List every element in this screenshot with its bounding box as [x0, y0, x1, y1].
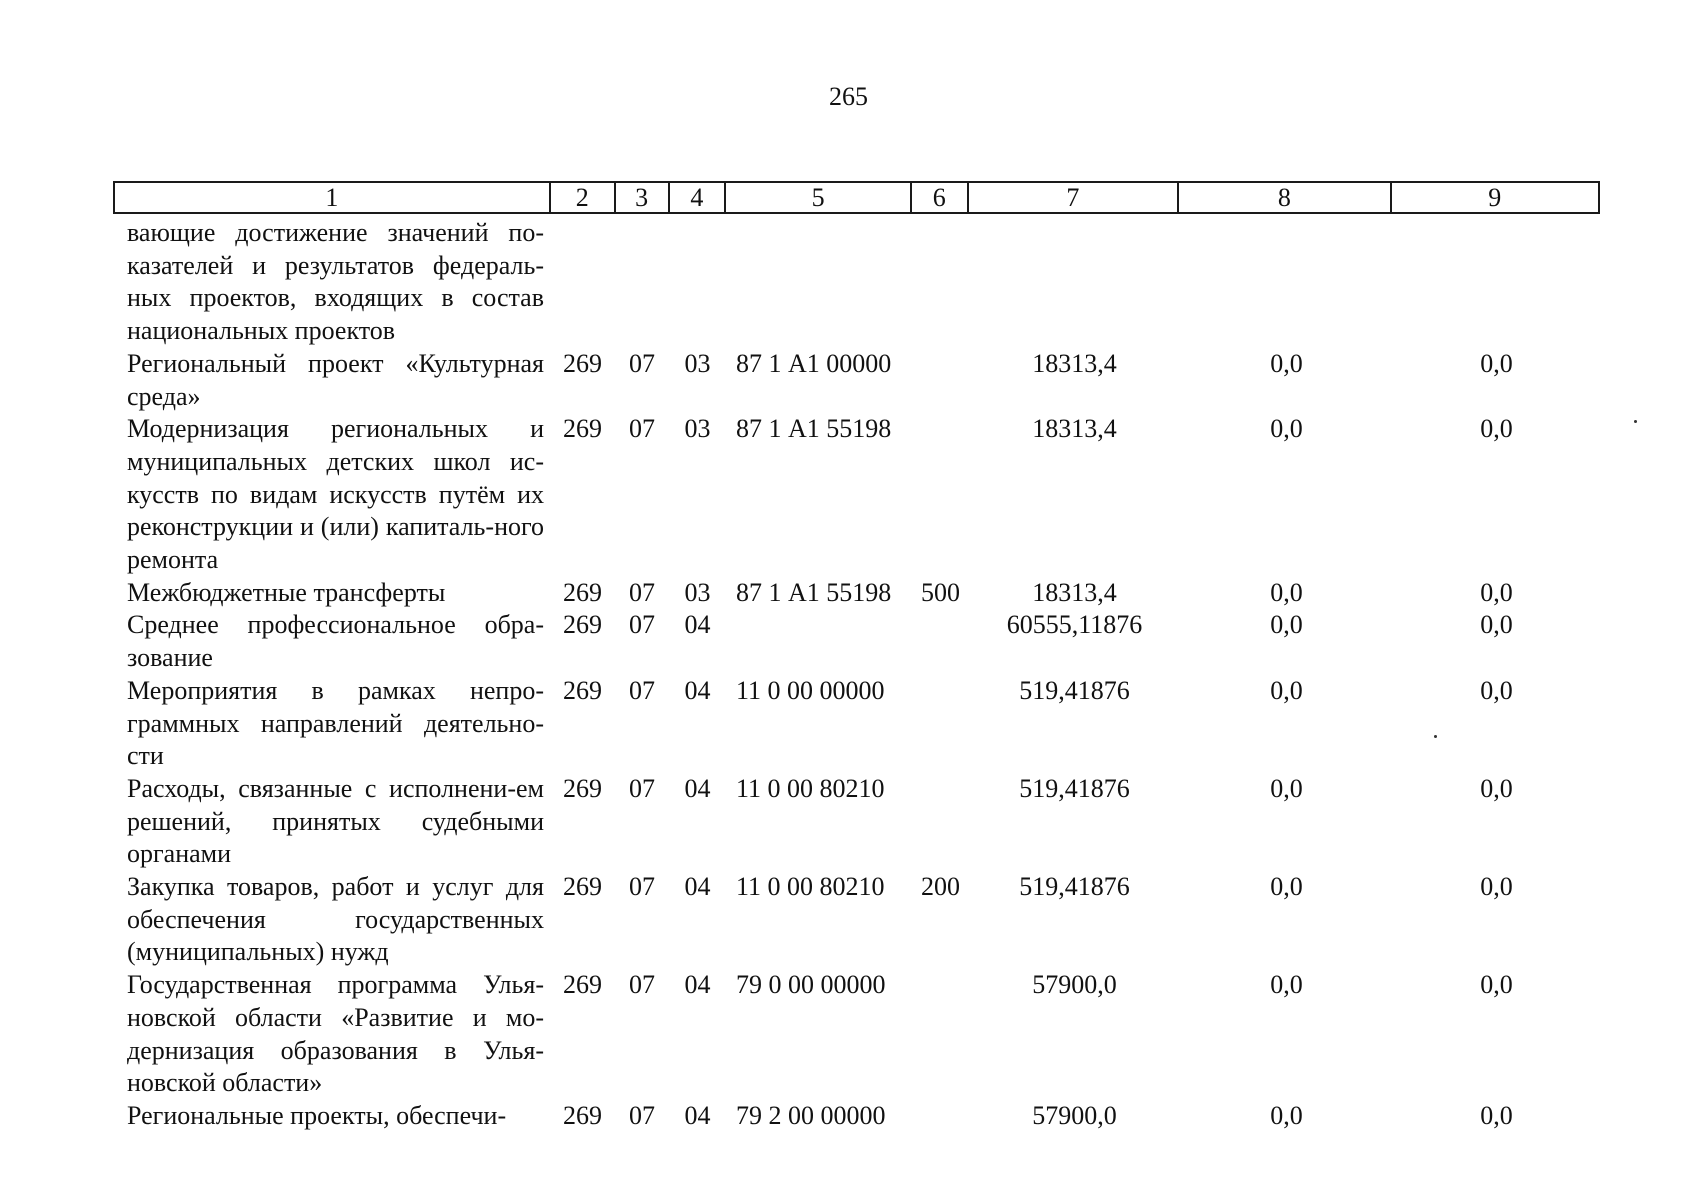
table-row [113, 1100, 1600, 1133]
row-name: Региональные проекты, обеспечи- [127, 1100, 507, 1130]
row-col-9: 0,0 [1480, 872, 1513, 902]
row-col-9: 0,0 [1480, 348, 1513, 378]
row-name: Межбюджетные трансферты [127, 577, 446, 607]
row-col-8: 0,0 [1270, 1100, 1303, 1130]
row-col-9: 0,0 [1480, 610, 1513, 640]
row-col-5: 11 0 00 80210 [736, 872, 885, 902]
row-col-4: 04 [684, 675, 711, 705]
row-col-4: 04 [684, 610, 711, 640]
row-col-3: 07 [629, 872, 655, 902]
row-col-9: 0,0 [1480, 970, 1513, 1000]
row-col-3: 07 [629, 773, 655, 803]
row-col-4: 03 [684, 348, 711, 378]
row-col-2: 269 [563, 970, 602, 1000]
row-col-2: 269 [563, 872, 602, 902]
header-col-1: 1 [115, 183, 551, 212]
header-col-2: 2 [551, 183, 616, 212]
row-col-2: 269 [563, 348, 602, 378]
row-col-2: 269 [563, 675, 602, 705]
row-col-3: 07 [629, 577, 655, 607]
row-col-8: 0,0 [1270, 872, 1303, 902]
header-col-6: 6 [912, 183, 969, 212]
row-col-7: 60555,11876 [1006, 610, 1143, 640]
table-row [113, 773, 1600, 871]
row-col-2: 269 [563, 1100, 602, 1130]
table-header [113, 181, 1600, 214]
row-col-3: 07 [629, 675, 655, 705]
row-col-6: 200 [921, 872, 960, 902]
row-col-5: 87 1 А1 00000 [736, 348, 892, 378]
row-col-3: 07 [629, 610, 655, 640]
row-col-8: 0,0 [1270, 348, 1303, 378]
row-name: Закупка товаров, работ и услуг для обеспечения государственных (муниципальных) нужд [127, 872, 544, 967]
row-col-5: 79 0 00 00000 [736, 970, 886, 1000]
table-row [113, 413, 1600, 577]
row-col-6: 500 [921, 577, 960, 607]
row-col-3: 07 [629, 1100, 655, 1130]
row-col-4: 04 [684, 1100, 711, 1130]
row-name: Среднее профессиональное обра-зование [127, 610, 544, 673]
row-name: Мероприятия в рамках непро-граммных направлений деятельно-сти [127, 675, 544, 771]
row-col-2: 269 [563, 610, 602, 640]
row-col-8: 0,0 [1270, 773, 1303, 803]
row-col-7: 57900,0 [1032, 1100, 1117, 1130]
row-col-5: 79 2 00 00000 [736, 1100, 886, 1130]
table-row [113, 969, 1600, 1100]
table-row [113, 871, 1600, 969]
row-col-5: 87 1 А1 55198 [736, 577, 892, 607]
table-row [113, 577, 1600, 610]
row-col-7: 18313,4 [1032, 348, 1117, 378]
table-row [113, 675, 1600, 773]
scan-speck [1634, 420, 1637, 423]
row-col-5: 11 0 00 80210 [736, 773, 885, 803]
row-col-9: 0,0 [1480, 577, 1513, 607]
row-col-4: 04 [684, 773, 711, 803]
row-col-8: 0,0 [1270, 675, 1303, 705]
row-name: вающие достижение значений по-казателей и результатов федераль-ных проектов, входящих в состав национальных проектов [127, 218, 544, 346]
header-col-9: 9 [1488, 183, 1502, 212]
row-col-9: 0,0 [1480, 773, 1513, 803]
row-col-5: 11 0 00 00000 [736, 675, 885, 705]
row-name: Государственная программа Улья-новской области «Развитие и мо-дернизация образования в Улья-новской области» [127, 970, 544, 1098]
row-col-9: 0,0 [1480, 1100, 1513, 1130]
header-col-7: 7 [969, 183, 1179, 212]
header-col-5: 5 [726, 183, 912, 212]
row-col-9: 0,0 [1480, 675, 1513, 705]
table-row [113, 217, 1600, 348]
row-col-7: 519,41876 [1019, 872, 1130, 902]
row-col-8: 0,0 [1270, 970, 1303, 1000]
row-col-4: 03 [684, 577, 711, 607]
row-name: Расходы, связанные с исполнени-ем решений, принятых судебными органами [127, 773, 544, 869]
row-col-2: 269 [563, 577, 602, 607]
row-col-3: 07 [629, 414, 655, 444]
row-col-7: 18313,4 [1032, 414, 1117, 444]
row-col-2: 269 [563, 414, 602, 444]
scan-speck [1434, 735, 1437, 738]
row-col-7: 57900,0 [1032, 970, 1117, 1000]
row-col-2: 269 [563, 773, 602, 803]
row-col-8: 0,0 [1270, 577, 1303, 607]
row-col-7: 519,41876 [1019, 773, 1130, 803]
row-col-3: 07 [629, 348, 655, 378]
page-number: 265 [829, 82, 868, 111]
row-col-4: 03 [684, 414, 711, 444]
table-row [113, 348, 1600, 413]
row-col-4: 04 [684, 872, 711, 902]
row-name: Региональный проект «Культурная среда» [127, 348, 544, 411]
row-col-7: 519,41876 [1019, 675, 1130, 705]
row-col-8: 0,0 [1270, 414, 1303, 444]
row-col-7: 18313,4 [1032, 577, 1117, 607]
row-col-4: 04 [684, 970, 711, 1000]
header-col-4: 4 [670, 183, 727, 212]
row-col-8: 0,0 [1270, 610, 1303, 640]
row-col-9: 0,0 [1480, 414, 1513, 444]
row-col-3: 07 [629, 970, 655, 1000]
row-col-5: 87 1 А1 55198 [736, 414, 892, 444]
header-col-8: 8 [1179, 183, 1391, 212]
row-name: Модернизация региональных и муниципальных детских школ ис-кусств по видам искусств путём их реконструкции и (или) капиталь-ного ремонта [127, 414, 544, 575]
header-col-3: 3 [616, 183, 670, 212]
table-row [113, 609, 1600, 674]
table-body [113, 217, 1600, 1133]
